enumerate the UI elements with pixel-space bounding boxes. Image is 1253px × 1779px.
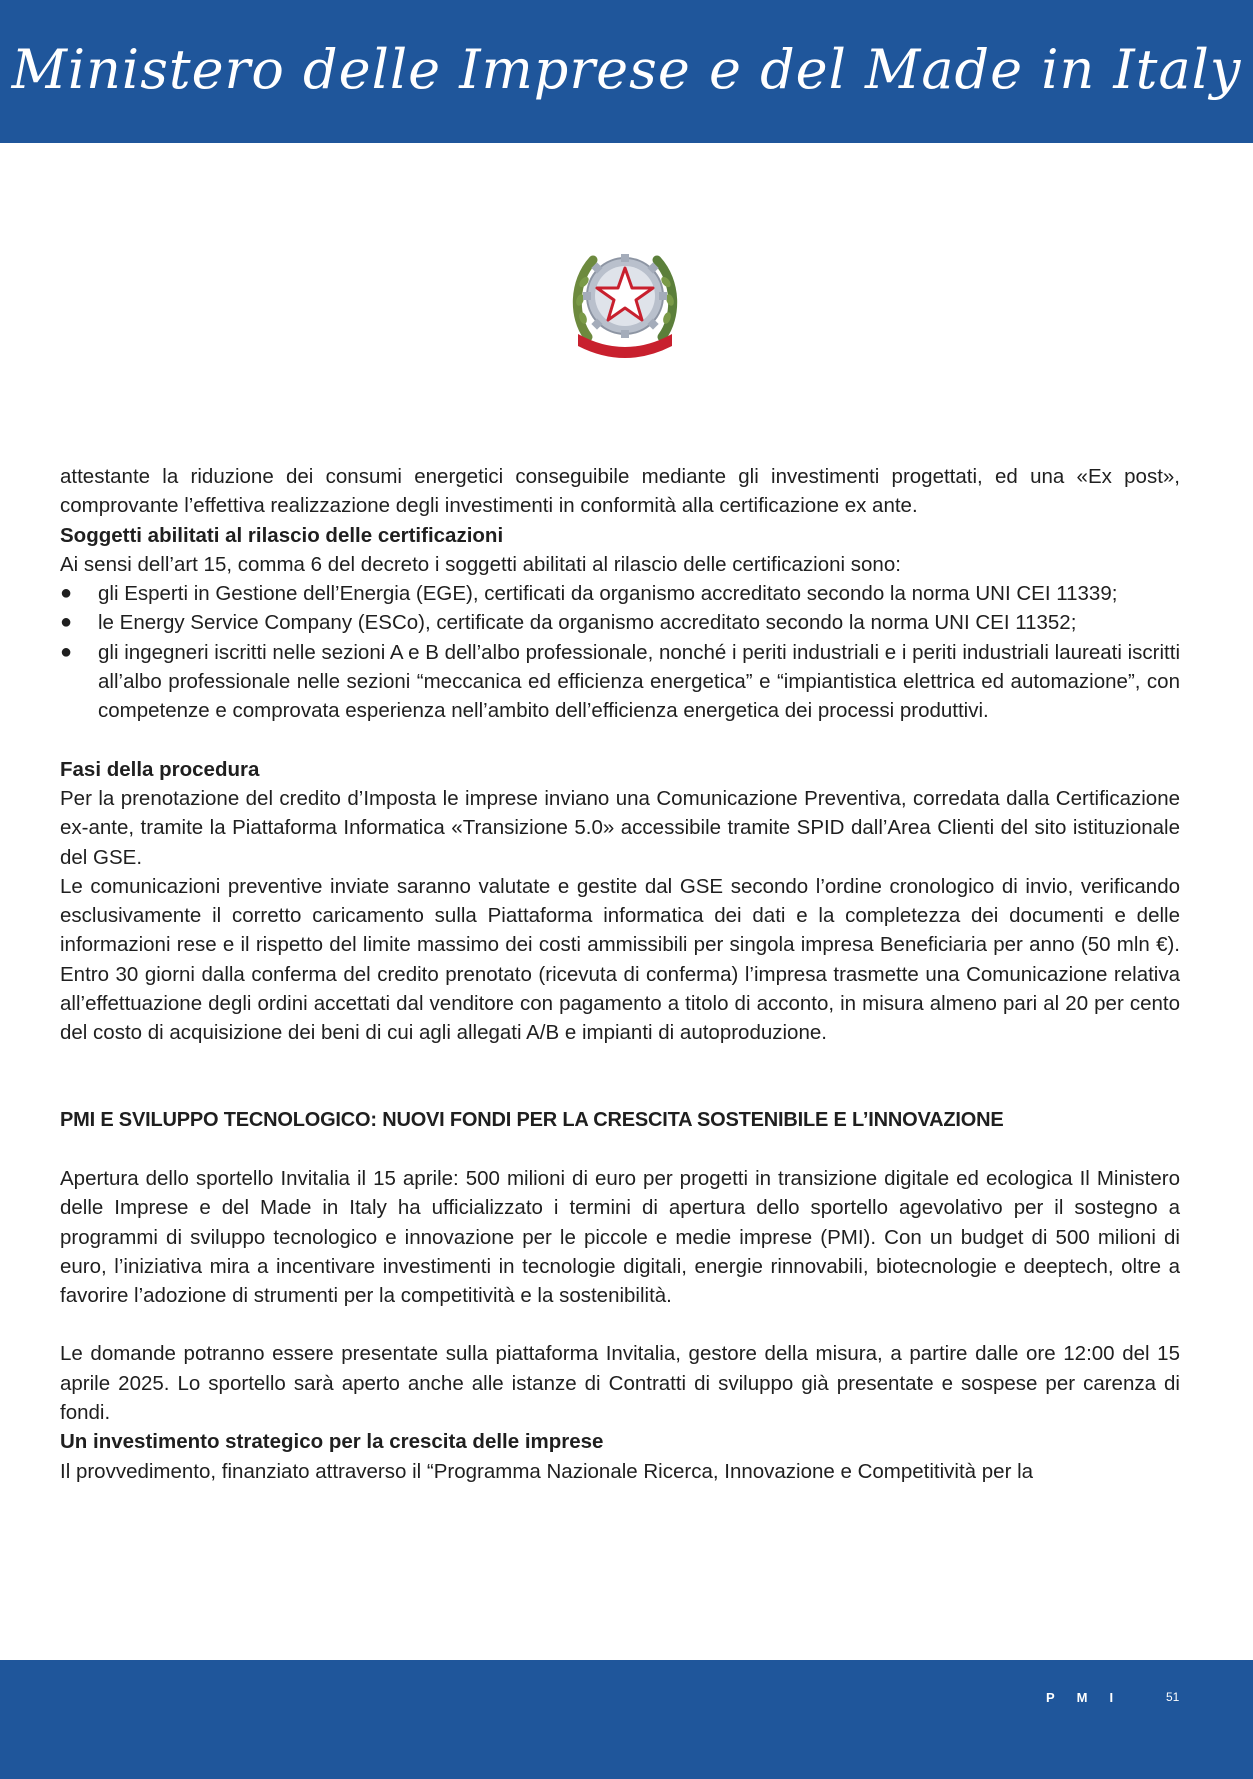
subheading-fasi: Fasi della procedura [60, 757, 260, 781]
subheading-soggetti: Soggetti abilitati al rilascio delle certificazioni [60, 523, 504, 547]
subheading-investimento: Un investimento strategico per la crescita delle imprese [60, 1430, 604, 1454]
paragraph: Per la prenotazione del credito d’Imposta le imprese inviano una Comunicazione Preventiva, corredata dalla Certificazione ex-ante, tramite la Piattaforma Informatica «Transizione 5.0» accessibile tramite SPID dall’Area Clienti del sito istituzionale del GSE. [60, 786, 1180, 869]
paragraph: Le comunicazioni preventive inviate saranno valutate e gestite dal GSE secondo l’ordine cronologico di invio, verificando esclusivamente il corretto caricamento sulla Piattaforma informatica dei dati e la completezza dei documenti e delle informazioni rese e il rispetto del limite massimo dei costi ammissibili per singola impresa Beneficiaria per anno (50 mln €). Entro 30 giorni dalla conferma del credito prenotato (ricevuta di conferma) l’impresa trasmette una Comunicazione relativa all’effettuazione degli ordini accettati dal venditore con pagamento a titolo di acconto, in misura almeno pari al 20 per cento del costo di acquisizione dei beni di cui agli allegati A/B e impianti di autoproduzione. [60, 874, 1180, 1045]
bullet-icon: ● [60, 611, 73, 634]
article-body [60, 462, 1180, 1486]
bullet-icon: ● [60, 582, 73, 605]
list-item: ● gli Esperti in Gestione dell’Energia (EGE), certificati da organismo accreditato secondo la norma UNI CEI 11339; [60, 579, 1180, 608]
list-item: ● le Energy Service Company (ESCo), certificate da organismo accreditato secondo la norma UNI CEI 11352; [60, 608, 1180, 637]
paragraph: Il provvedimento, finanziato attraverso il “Programma Nazionale Ricerca, Innovazione e Competitività per la [60, 1459, 1034, 1483]
paragraph: Apertura dello sportello Invitalia il 15 aprile: 500 milioni di euro per progetti in transizione digitale ed ecologica Il Ministero delle Imprese e del Made in Italy ha ufficializzato i termini di apertura dello sportello agevolativo per il sostegno a programmi di sviluppo tecnologico e innovazione per le piccole e medie imprese (PMI). Con un budget di 500 milioni di euro, l’iniziativa mira a incentivare investimenti in tecnologie digitali, energie rinnovabili, biotecnologie e deeptech, oltre a favorire l’adozione di strumenti per la competitività e la sostenibilità. [60, 1166, 1180, 1308]
section-title: PMI E SVILUPPO TECNOLOGICO: NUOVI FONDI PER LA CRESCITA SOSTENIBILE E L’INNOVAZIONE [60, 1108, 1004, 1131]
paragraph: Le domande potranno essere presentate sulla piattaforma Invitalia, gestore della misura, a partire dalle ore 12:00 del 15 aprile 2025. Lo sportello sarà aperto anche alle istanze di Contratti di sviluppo già presentate e sospese per carenza di fondi. [60, 1342, 1180, 1425]
italian-republic-emblem [568, 242, 682, 364]
paragraph: attestante la riduzione dei consumi energetici conseguibile mediante gli investimenti progettati, ed una «Ex post», comprovante l’effettiva realizzazione degli investimenti in conformità alla certificazione ex ante. [60, 465, 1180, 518]
page-number: 51 [1166, 1690, 1180, 1704]
footer-label: PMI [1046, 1690, 1136, 1705]
certifier-list [60, 579, 1180, 725]
footer-band [0, 1660, 1253, 1779]
paragraph: Ai sensi dell’art 15, comma 6 del decreto i soggetti abilitati al rilascio delle certificazioni sono: [60, 552, 901, 576]
list-item: ● gli ingegneri iscritti nelle sezioni A e B dell’albo professionale, nonché i periti industriali e i periti industriali laureati iscritti all’albo professionale nelle sezioni “meccanica ed efficienza energetica” e “impiantistica elettrica ed automazione”, con competenze e comprovata esperienza nell’ambito dell’efficienza energetica dei processi produttivi. [60, 638, 1180, 726]
bullet-icon: ● [60, 640, 73, 663]
header-title: Ministero delle Imprese e del Made in Italy [11, 38, 1242, 101]
